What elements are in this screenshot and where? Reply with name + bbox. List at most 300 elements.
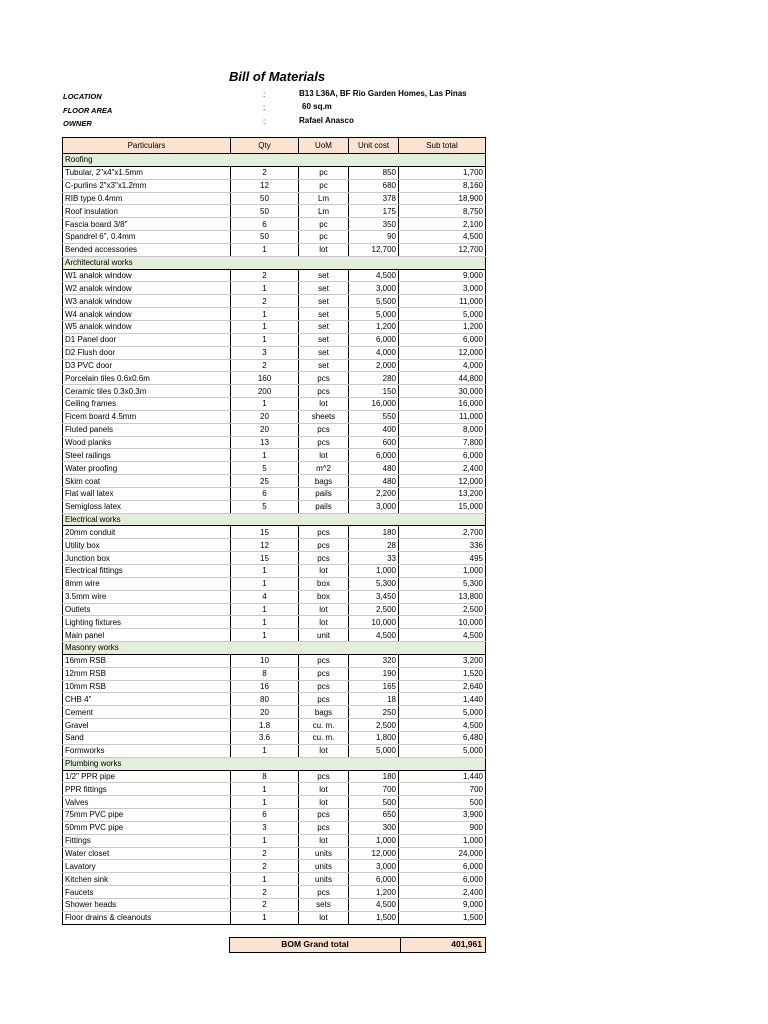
- cell-unit-cost: 650: [349, 809, 399, 822]
- column-header-uom: UoM: [299, 138, 349, 154]
- cell-qty: 1: [231, 565, 299, 578]
- cell-uom: sets: [299, 898, 349, 911]
- cell-qty: 80: [231, 693, 299, 706]
- table-row: [63, 860, 486, 873]
- cell-qty: 2: [231, 166, 299, 179]
- cell-qty: 5: [231, 500, 299, 513]
- cell-particulars: 3.5mm wire: [63, 590, 231, 603]
- cell-qty: 2: [231, 359, 299, 372]
- section-header-row: [63, 513, 486, 526]
- table-row: [63, 873, 486, 886]
- table-row: [63, 398, 486, 411]
- cell-sub-total: 900: [399, 821, 486, 834]
- cell-uom: set: [299, 333, 349, 346]
- cell-sub-total: 5,300: [399, 577, 486, 590]
- cell-unit-cost: 6,000: [349, 333, 399, 346]
- cell-sub-total: 6,480: [399, 731, 486, 744]
- grand-total-box: [229, 937, 486, 953]
- cell-particulars: Valves: [63, 796, 231, 809]
- floor-area-value: 60 sq.m: [302, 102, 332, 111]
- cell-unit-cost: 680: [349, 179, 399, 192]
- cell-sub-total: 1,440: [399, 770, 486, 783]
- cell-sub-total: 5,000: [399, 744, 486, 757]
- cell-qty: 200: [231, 385, 299, 398]
- cell-unit-cost: 18: [349, 693, 399, 706]
- cell-qty: 1: [231, 333, 299, 346]
- cell-sub-total: 3,900: [399, 809, 486, 822]
- cell-unit-cost: 1,200: [349, 886, 399, 899]
- column-header-sub-total: Sub total: [399, 138, 486, 154]
- table-row: [63, 796, 486, 809]
- cell-particulars: Steel railings: [63, 449, 231, 462]
- cell-qty: 50: [231, 231, 299, 244]
- table-row: [63, 192, 486, 205]
- cell-uom: set: [299, 320, 349, 333]
- table-row: [63, 166, 486, 179]
- cell-sub-total: 2,400: [399, 886, 486, 899]
- cell-unit-cost: 5,000: [349, 744, 399, 757]
- cell-unit-cost: 550: [349, 410, 399, 423]
- cell-unit-cost: 180: [349, 770, 399, 783]
- cell-qty: 1: [231, 308, 299, 321]
- table-row: [63, 231, 486, 244]
- cell-particulars: Ceramic tiles 0.3x0.3m: [63, 385, 231, 398]
- cell-sub-total: 700: [399, 783, 486, 796]
- cell-uom: units: [299, 860, 349, 873]
- cell-particulars: Fluted panels: [63, 423, 231, 436]
- cell-particulars: 20mm conduit: [63, 526, 231, 539]
- cell-particulars: Porcelain tiles 0.6x0.6m: [63, 372, 231, 385]
- table-row: [63, 500, 486, 513]
- cell-uom: pcs: [299, 667, 349, 680]
- table-row: [63, 911, 486, 924]
- cell-sub-total: 8,000: [399, 423, 486, 436]
- table-row: [63, 295, 486, 308]
- table-row: [63, 821, 486, 834]
- cell-unit-cost: 150: [349, 385, 399, 398]
- cell-uom: unit: [299, 629, 349, 642]
- table-row: [63, 680, 486, 693]
- cell-particulars: Water proofing: [63, 462, 231, 475]
- cell-unit-cost: 10,000: [349, 616, 399, 629]
- cell-particulars: 10mm RSB: [63, 680, 231, 693]
- table-row: [63, 731, 486, 744]
- section-title: Plumbing works: [63, 757, 486, 770]
- cell-qty: 20: [231, 423, 299, 436]
- cell-sub-total: 6,000: [399, 860, 486, 873]
- cell-sub-total: 6,000: [399, 449, 486, 462]
- cell-unit-cost: 500: [349, 796, 399, 809]
- cell-particulars: Spandrel 6", 0.4mm: [63, 231, 231, 244]
- cell-unit-cost: 5,500: [349, 295, 399, 308]
- cell-sub-total: 2,500: [399, 603, 486, 616]
- cell-particulars: Kitchen sink: [63, 873, 231, 886]
- bom-table: [62, 137, 486, 925]
- table-row: [63, 526, 486, 539]
- cell-unit-cost: 33: [349, 552, 399, 565]
- cell-qty: 10: [231, 654, 299, 667]
- cell-uom: lot: [299, 834, 349, 847]
- cell-qty: 1: [231, 783, 299, 796]
- cell-particulars: Tubular, 2"x4"x1.5mm: [63, 166, 231, 179]
- cell-sub-total: 6,000: [399, 333, 486, 346]
- cell-qty: 5: [231, 462, 299, 475]
- section-title: Electrical works: [63, 513, 486, 526]
- cell-particulars: Roof insulation: [63, 205, 231, 218]
- cell-qty: 6: [231, 487, 299, 500]
- cell-sub-total: 336: [399, 539, 486, 552]
- owner-value: Rafael Anasco: [299, 116, 354, 125]
- table-header-row: [63, 138, 486, 154]
- cell-uom: sheets: [299, 410, 349, 423]
- cell-uom: lot: [299, 744, 349, 757]
- cell-particulars: Bended accessories: [63, 243, 231, 256]
- owner-label: OWNER: [63, 119, 92, 128]
- table-row: [63, 308, 486, 321]
- cell-uom: pc: [299, 179, 349, 192]
- table-row: [63, 783, 486, 796]
- table-row: [63, 654, 486, 667]
- cell-unit-cost: 5,000: [349, 308, 399, 321]
- cell-qty: 20: [231, 410, 299, 423]
- cell-qty: 1: [231, 911, 299, 924]
- table-row: [63, 205, 486, 218]
- table-row: [63, 667, 486, 680]
- table-body: [63, 154, 486, 925]
- section-title: Masonry works: [63, 642, 486, 655]
- cell-sub-total: 1,520: [399, 667, 486, 680]
- cell-sub-total: 12,000: [399, 346, 486, 359]
- location-value: B13 L36A, BF Rio Garden Homes, Las Pinas: [299, 89, 467, 98]
- cell-uom: lot: [299, 398, 349, 411]
- cell-unit-cost: 2,200: [349, 487, 399, 500]
- section-header-row: [63, 256, 486, 269]
- cell-sub-total: 12,000: [399, 475, 486, 488]
- cell-particulars: W3 analok window: [63, 295, 231, 308]
- cell-uom: pc: [299, 231, 349, 244]
- table-row: [63, 372, 486, 385]
- cell-uom: pcs: [299, 423, 349, 436]
- cell-sub-total: 1,500: [399, 911, 486, 924]
- cell-qty: 1: [231, 616, 299, 629]
- table-row: [63, 269, 486, 282]
- cell-sub-total: 5,000: [399, 706, 486, 719]
- cell-unit-cost: 4,500: [349, 629, 399, 642]
- cell-sub-total: 1,000: [399, 565, 486, 578]
- cell-uom: pcs: [299, 809, 349, 822]
- cell-uom: set: [299, 308, 349, 321]
- cell-particulars: Cement: [63, 706, 231, 719]
- cell-qty: 50: [231, 192, 299, 205]
- cell-sub-total: 2,400: [399, 462, 486, 475]
- cell-sub-total: 11,000: [399, 295, 486, 308]
- cell-uom: lot: [299, 565, 349, 578]
- table-row: [63, 886, 486, 899]
- cell-sub-total: 30,000: [399, 385, 486, 398]
- cell-sub-total: 2,640: [399, 680, 486, 693]
- cell-qty: 12: [231, 539, 299, 552]
- cell-uom: units: [299, 847, 349, 860]
- cell-sub-total: 500: [399, 796, 486, 809]
- cell-qty: 1: [231, 834, 299, 847]
- cell-unit-cost: 12,000: [349, 847, 399, 860]
- cell-unit-cost: 3,000: [349, 860, 399, 873]
- cell-sub-total: 2,700: [399, 526, 486, 539]
- table-row: [63, 462, 486, 475]
- cell-uom: cu. m.: [299, 719, 349, 732]
- cell-qty: 16: [231, 680, 299, 693]
- cell-particulars: Floor drains & cleanouts: [63, 911, 231, 924]
- table-row: [63, 282, 486, 295]
- cell-qty: 6: [231, 809, 299, 822]
- cell-particulars: Semigloss latex: [63, 500, 231, 513]
- cell-qty: 13: [231, 436, 299, 449]
- cell-unit-cost: 350: [349, 218, 399, 231]
- cell-uom: pcs: [299, 654, 349, 667]
- cell-unit-cost: 480: [349, 475, 399, 488]
- cell-uom: set: [299, 346, 349, 359]
- cell-uom: pcs: [299, 385, 349, 398]
- cell-uom: lot: [299, 616, 349, 629]
- cell-qty: 8: [231, 770, 299, 783]
- cell-qty: 2: [231, 860, 299, 873]
- cell-sub-total: 8,160: [399, 179, 486, 192]
- cell-particulars: Ficem board 4.5mm: [63, 410, 231, 423]
- cell-unit-cost: 280: [349, 372, 399, 385]
- cell-unit-cost: 165: [349, 680, 399, 693]
- cell-sub-total: 13,200: [399, 487, 486, 500]
- floor-area-colon: :: [263, 103, 266, 112]
- cell-particulars: Wood planks: [63, 436, 231, 449]
- table-row: [63, 410, 486, 423]
- table-row: [63, 706, 486, 719]
- cell-qty: 2: [231, 847, 299, 860]
- cell-unit-cost: 700: [349, 783, 399, 796]
- cell-uom: pcs: [299, 436, 349, 449]
- cell-qty: 2: [231, 886, 299, 899]
- cell-uom: pcs: [299, 680, 349, 693]
- cell-particulars: 1/2" PPR pipe: [63, 770, 231, 783]
- section-header-row: [63, 642, 486, 655]
- cell-unit-cost: 12,700: [349, 243, 399, 256]
- cell-particulars: 12mm RSB: [63, 667, 231, 680]
- cell-uom: set: [299, 282, 349, 295]
- cell-particulars: W1 analok window: [63, 269, 231, 282]
- cell-unit-cost: 5,300: [349, 577, 399, 590]
- table-row: [63, 218, 486, 231]
- cell-particulars: Utility box: [63, 539, 231, 552]
- cell-qty: 1: [231, 744, 299, 757]
- grand-total-value: 401,961: [451, 939, 482, 949]
- cell-uom: Lm: [299, 192, 349, 205]
- table-row: [63, 333, 486, 346]
- cell-sub-total: 4,500: [399, 231, 486, 244]
- table-row: [63, 834, 486, 847]
- cell-sub-total: 1,200: [399, 320, 486, 333]
- table-row: [63, 565, 486, 578]
- cell-unit-cost: 4,500: [349, 269, 399, 282]
- cell-uom: cu. m.: [299, 731, 349, 744]
- cell-particulars: Shower heads: [63, 898, 231, 911]
- cell-sub-total: 5,000: [399, 308, 486, 321]
- cell-unit-cost: 6,000: [349, 873, 399, 886]
- table-row: [63, 243, 486, 256]
- cell-particulars: W5 analok window: [63, 320, 231, 333]
- cell-sub-total: 18,900: [399, 192, 486, 205]
- cell-particulars: Ceiling frames: [63, 398, 231, 411]
- cell-unit-cost: 1,000: [349, 834, 399, 847]
- table-row: [63, 770, 486, 783]
- cell-sub-total: 9,000: [399, 269, 486, 282]
- cell-unit-cost: 16,000: [349, 398, 399, 411]
- table-row: [63, 487, 486, 500]
- cell-uom: box: [299, 577, 349, 590]
- cell-uom: lot: [299, 911, 349, 924]
- table-row: [63, 616, 486, 629]
- cell-particulars: RIB type 0.4mm: [63, 192, 231, 205]
- cell-qty: 3: [231, 346, 299, 359]
- cell-sub-total: 15,000: [399, 500, 486, 513]
- cell-particulars: Fascia board 3/8": [63, 218, 231, 231]
- cell-unit-cost: 90: [349, 231, 399, 244]
- cell-sub-total: 495: [399, 552, 486, 565]
- cell-particulars: D3 PVC door: [63, 359, 231, 372]
- cell-particulars: Water closet: [63, 847, 231, 860]
- cell-qty: 50: [231, 205, 299, 218]
- table-row: [63, 346, 486, 359]
- location-colon: :: [263, 90, 266, 99]
- column-header-particulars: Particulars: [63, 138, 231, 154]
- cell-particulars: Skim coat: [63, 475, 231, 488]
- cell-sub-total: 3,000: [399, 282, 486, 295]
- cell-qty: 1: [231, 449, 299, 462]
- cell-qty: 1: [231, 320, 299, 333]
- owner-colon: :: [263, 117, 266, 126]
- cell-qty: 12: [231, 179, 299, 192]
- table-row: [63, 629, 486, 642]
- cell-sub-total: 1,440: [399, 693, 486, 706]
- cell-particulars: Faucets: [63, 886, 231, 899]
- table-row: [63, 809, 486, 822]
- cell-uom: set: [299, 269, 349, 282]
- cell-qty: 3: [231, 821, 299, 834]
- cell-particulars: W4 analok window: [63, 308, 231, 321]
- table-row: [63, 719, 486, 732]
- cell-unit-cost: 2,500: [349, 719, 399, 732]
- cell-uom: pcs: [299, 526, 349, 539]
- table-row: [63, 847, 486, 860]
- cell-uom: set: [299, 295, 349, 308]
- cell-unit-cost: 3,450: [349, 590, 399, 603]
- cell-unit-cost: 180: [349, 526, 399, 539]
- cell-qty: 1: [231, 629, 299, 642]
- cell-sub-total: 44,800: [399, 372, 486, 385]
- cell-unit-cost: 4,500: [349, 898, 399, 911]
- cell-uom: bags: [299, 475, 349, 488]
- cell-qty: 2: [231, 898, 299, 911]
- column-header-unit-cost: Unit cost: [349, 138, 399, 154]
- cell-unit-cost: 4,000: [349, 346, 399, 359]
- cell-particulars: Junction box: [63, 552, 231, 565]
- table-row: [63, 320, 486, 333]
- cell-uom: units: [299, 873, 349, 886]
- cell-qty: 1: [231, 282, 299, 295]
- table-row: [63, 590, 486, 603]
- cell-uom: pc: [299, 166, 349, 179]
- cell-unit-cost: 400: [349, 423, 399, 436]
- cell-qty: 1: [231, 603, 299, 616]
- cell-unit-cost: 1,200: [349, 320, 399, 333]
- cell-particulars: C-purlins 2"x3"x1.2mm: [63, 179, 231, 192]
- table-row: [63, 603, 486, 616]
- cell-unit-cost: 600: [349, 436, 399, 449]
- cell-sub-total: 1,700: [399, 166, 486, 179]
- cell-qty: 1: [231, 873, 299, 886]
- cell-qty: 1.8: [231, 719, 299, 732]
- cell-particulars: CHB 4": [63, 693, 231, 706]
- cell-qty: 1: [231, 398, 299, 411]
- cell-unit-cost: 250: [349, 706, 399, 719]
- cell-unit-cost: 6,000: [349, 449, 399, 462]
- cell-particulars: Lighting fixtures: [63, 616, 231, 629]
- cell-qty: 2: [231, 295, 299, 308]
- cell-uom: set: [299, 359, 349, 372]
- cell-qty: 2: [231, 269, 299, 282]
- cell-unit-cost: 3,000: [349, 282, 399, 295]
- cell-sub-total: 4,500: [399, 719, 486, 732]
- cell-unit-cost: 1,800: [349, 731, 399, 744]
- cell-uom: pcs: [299, 821, 349, 834]
- cell-qty: 4: [231, 590, 299, 603]
- cell-qty: 25: [231, 475, 299, 488]
- cell-sub-total: 16,000: [399, 398, 486, 411]
- cell-particulars: D2 Flush door: [63, 346, 231, 359]
- table-row: [63, 449, 486, 462]
- cell-unit-cost: 480: [349, 462, 399, 475]
- cell-unit-cost: 378: [349, 192, 399, 205]
- section-header-row: [63, 757, 486, 770]
- section-header-row: [63, 154, 486, 167]
- cell-sub-total: 10,000: [399, 616, 486, 629]
- cell-unit-cost: 320: [349, 654, 399, 667]
- cell-uom: lot: [299, 783, 349, 796]
- cell-sub-total: 8,750: [399, 205, 486, 218]
- location-label: LOCATION: [63, 92, 102, 101]
- cell-sub-total: 3,200: [399, 654, 486, 667]
- floor-area-label: FLOOR AREA: [63, 106, 113, 115]
- cell-unit-cost: 175: [349, 205, 399, 218]
- cell-unit-cost: 300: [349, 821, 399, 834]
- cell-particulars: 75mm PVC pipe: [63, 809, 231, 822]
- cell-sub-total: 12,700: [399, 243, 486, 256]
- table-row: [63, 898, 486, 911]
- cell-uom: pcs: [299, 693, 349, 706]
- cell-uom: lot: [299, 449, 349, 462]
- cell-particulars: Outlets: [63, 603, 231, 616]
- table-row: [63, 179, 486, 192]
- cell-particulars: 16mm RSB: [63, 654, 231, 667]
- cell-sub-total: 4,500: [399, 629, 486, 642]
- cell-sub-total: 13,800: [399, 590, 486, 603]
- cell-uom: lot: [299, 796, 349, 809]
- cell-sub-total: 9,000: [399, 898, 486, 911]
- table-row: [63, 693, 486, 706]
- cell-particulars: Formworks: [63, 744, 231, 757]
- cell-unit-cost: 3,000: [349, 500, 399, 513]
- cell-uom: Lm: [299, 205, 349, 218]
- cell-sub-total: 4,000: [399, 359, 486, 372]
- cell-particulars: Sand: [63, 731, 231, 744]
